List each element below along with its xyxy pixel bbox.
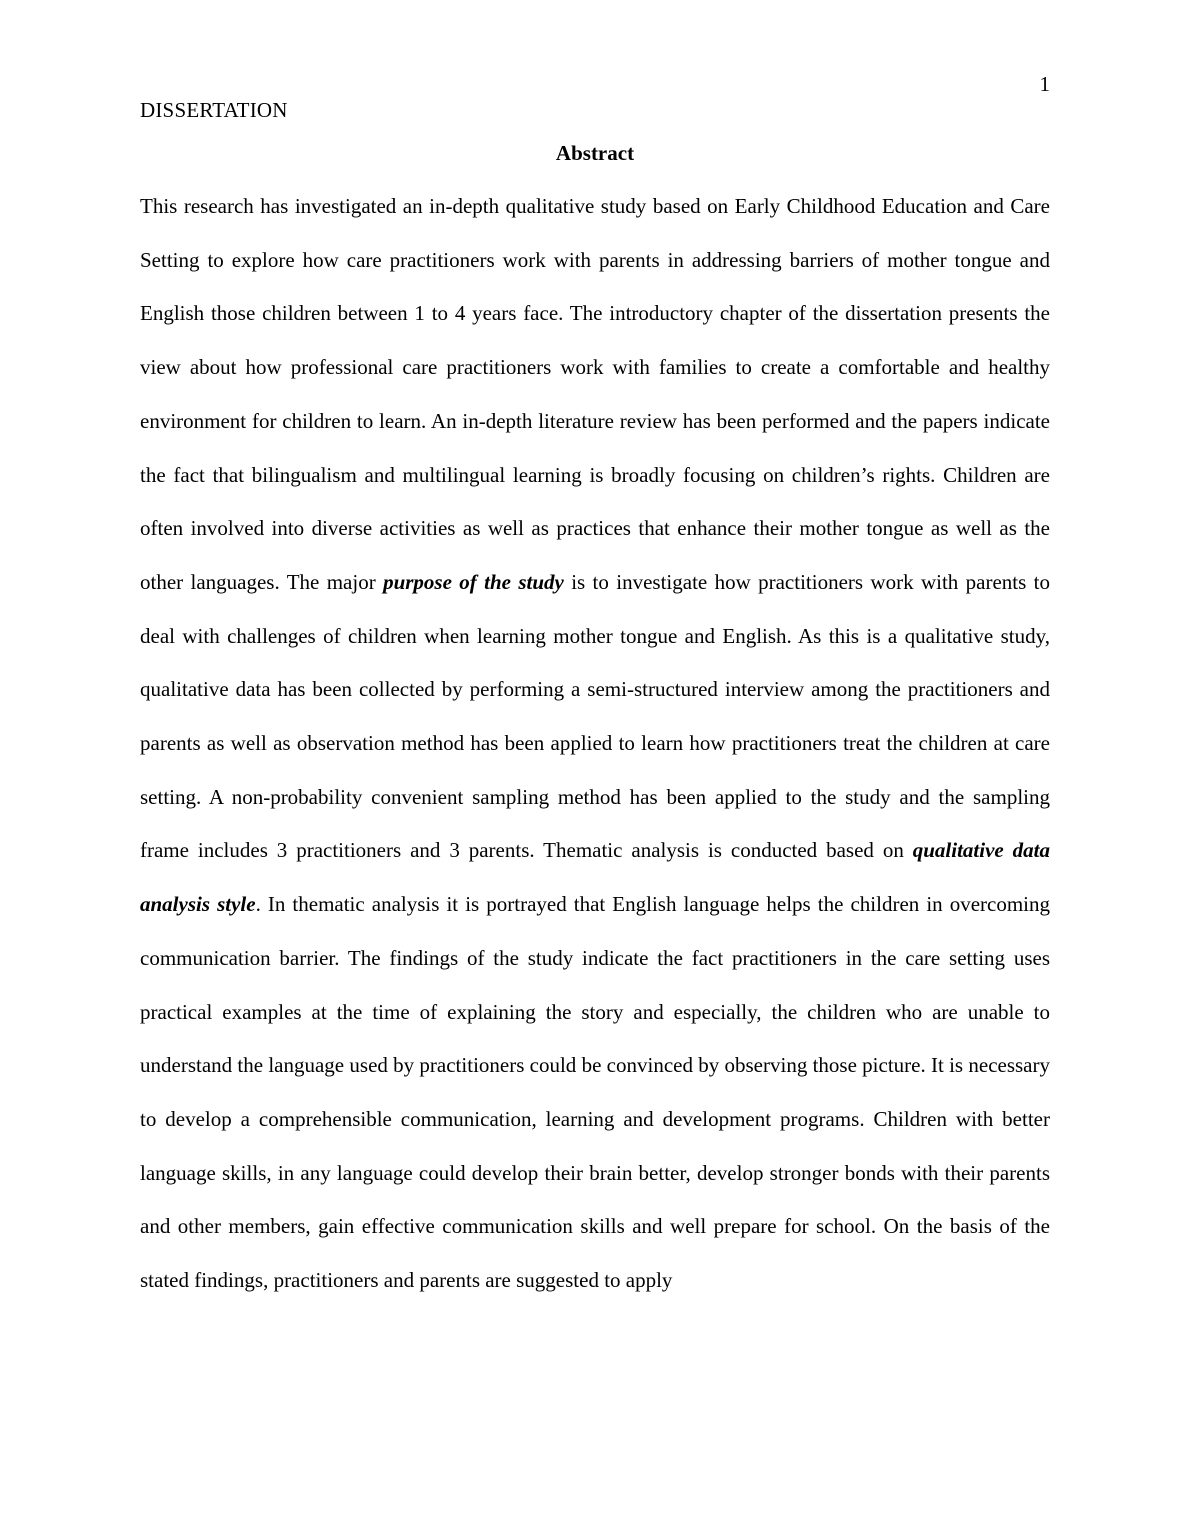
abstract-text: is to investigate how practitioners work with parents to deal with challenges of children when learning mother tongue and English. As this is a qualitative study, qualitative data has been collected by performing a semi-structured interview among the practitioners and parents as well as observation method has been applied to learn how practitioners treat the children at care setting. A non-probability convenient sampling method has been applied to the study and the sampling frame includes 3 practitioners and 3 parents. Thematic analysis is conducted based on — [140, 569, 1050, 863]
emphasis-qualitative-style: qualitative data analysis style — [140, 838, 1050, 917]
abstract-heading: Abstract — [555, 141, 635, 165]
abstract-text: . In thematic analysis it is portrayed that English language helps the children in overcoming communication barrier. The findings of the study indicate the fact practitioners in the care setting uses practical examples at the time of explaining the story and especially, the children who are unable to understand the language used by practitioners could be convinced by observing those picture. It is necessary to develop a comprehensible communication, learning and development programs. Children with better language skills, in any language could develop their brain better, develop stronger bonds with their parents and other members, gain effective communication skills and well prepare for school. On the basis of the stated findings, practitioners and parents are suggested to apply — [140, 892, 1051, 1293]
page-number: 1 — [1039, 72, 1050, 96]
abstract-text: This research has investigated an in-depth qualitative study based on Early Childhood Education and Care Setting to explore how care practitioners work with parents in addressing barriers of mother tongue and English those children between 1 to 4 years face. The introductory chapter of the dissertation presents the view about how professional care practitioners work with families to create a comfortable and healthy environment for children to learn. An in-depth literature review has been performed and the papers indicate the fact that bilingualism and multilingual learning is broadly focusing on children’s rights. Children are often involved into diverse activities as well as practices that enhance their mother tongue as well as the other languages. The major — [140, 194, 1050, 594]
emphasis-purpose-of-study: purpose of the study — [383, 569, 564, 594]
running-head: DISSERTATION — [140, 98, 288, 122]
abstract-paragraph — [140, 180, 1050, 1308]
